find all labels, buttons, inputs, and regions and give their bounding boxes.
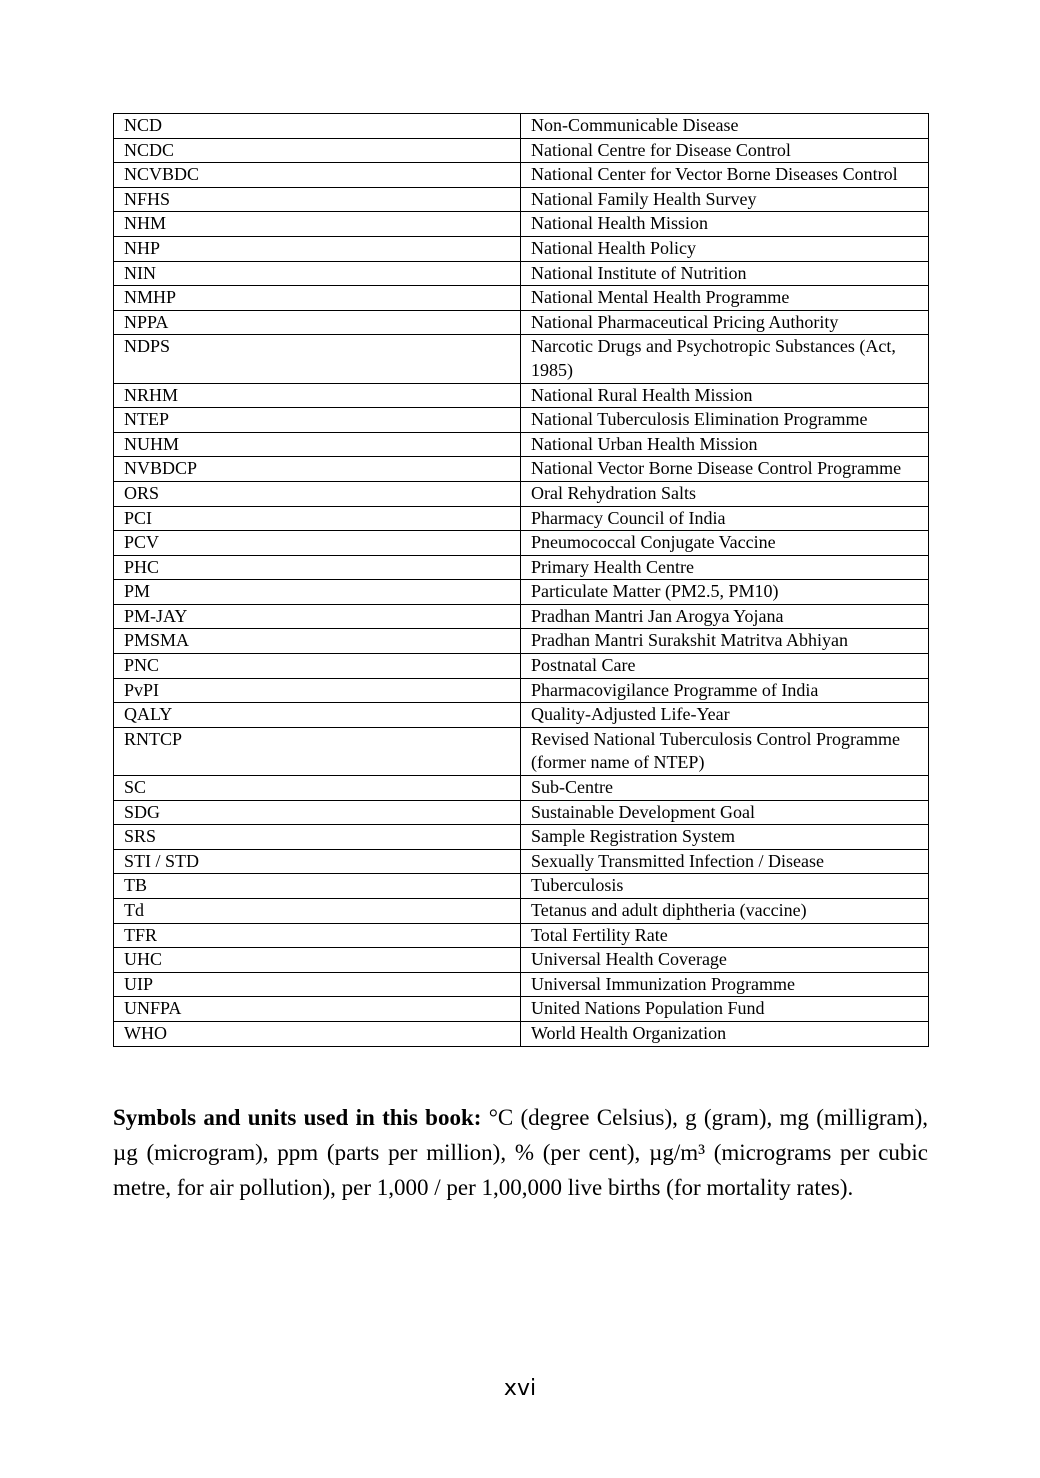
abbreviation-cell: QALY (114, 703, 521, 728)
full-form-cell: Tetanus and adult diphtheria (vaccine) (521, 899, 929, 924)
table-row (114, 899, 929, 924)
table-row (114, 678, 929, 703)
table-row (114, 874, 929, 899)
full-form-cell: National Rural Health Mission (521, 383, 929, 408)
full-form-cell: National Mental Health Programme (521, 286, 929, 311)
table-row (114, 408, 929, 433)
full-form-cell: Pharmacovigilance Programme of India (521, 678, 929, 703)
table-row (114, 310, 929, 335)
table-row (114, 727, 929, 775)
full-form-cell: Total Fertility Rate (521, 923, 929, 948)
table-row (114, 114, 929, 139)
full-form-cell: Pradhan Mantri Surakshit Matritva Abhiyan (521, 629, 929, 654)
table-row (114, 800, 929, 825)
full-form-cell: Universal Health Coverage (521, 948, 929, 973)
full-form-cell: Pharmacy Council of India (521, 506, 929, 531)
abbreviation-cell: RNTCP (114, 727, 521, 775)
full-form-cell: National Institute of Nutrition (521, 261, 929, 286)
full-form-cell: Revised National Tuberculosis Control Programme (former name of NTEP) (521, 727, 929, 775)
abbreviation-cell: NVBDCP (114, 457, 521, 482)
abbreviation-cell: UNFPA (114, 997, 521, 1022)
table-row (114, 187, 929, 212)
table-row (114, 531, 929, 556)
abbreviation-cell: NUHM (114, 432, 521, 457)
abbreviation-cell: NDPS (114, 335, 521, 383)
table-row (114, 335, 929, 383)
abbreviation-cell: PCI (114, 506, 521, 531)
table-row (114, 654, 929, 679)
abbreviation-cell: NHM (114, 212, 521, 237)
table-row (114, 286, 929, 311)
table-row (114, 629, 929, 654)
table-row (114, 776, 929, 801)
full-form-cell: Primary Health Centre (521, 555, 929, 580)
table-row (114, 555, 929, 580)
abbreviation-cell: NRHM (114, 383, 521, 408)
full-form-cell: Tuberculosis (521, 874, 929, 899)
abbreviation-cell: WHO (114, 1021, 521, 1046)
table-row (114, 163, 929, 188)
table-row (114, 580, 929, 605)
abbreviation-cell: PvPI (114, 678, 521, 703)
abbreviation-cell: NPPA (114, 310, 521, 335)
table-row (114, 948, 929, 973)
abbreviation-cell: PM (114, 580, 521, 605)
full-form-cell: National Centre for Disease Control (521, 138, 929, 163)
abbreviation-cell: NFHS (114, 187, 521, 212)
table-row (114, 432, 929, 457)
full-form-cell: Oral Rehydration Salts (521, 481, 929, 506)
full-form-cell: World Health Organization (521, 1021, 929, 1046)
full-form-cell: Particulate Matter (PM2.5, PM10) (521, 580, 929, 605)
symbols-units-paragraph (113, 1100, 928, 1205)
table-row (114, 604, 929, 629)
full-form-cell: National Urban Health Mission (521, 432, 929, 457)
abbreviation-cell: Td (114, 899, 521, 924)
full-form-cell: Sustainable Development Goal (521, 800, 929, 825)
abbreviation-cell: NHP (114, 236, 521, 261)
full-form-cell: National Pharmaceutical Pricing Authority (521, 310, 929, 335)
table-row (114, 212, 929, 237)
abbreviation-cell: SC (114, 776, 521, 801)
full-form-cell: Non-Communicable Disease (521, 114, 929, 139)
page-number: xvi (503, 1376, 537, 1401)
abbreviation-cell: PNC (114, 654, 521, 679)
table-row (114, 236, 929, 261)
full-form-cell: Quality-Adjusted Life-Year (521, 703, 929, 728)
abbreviation-cell: NIN (114, 261, 521, 286)
abbreviation-cell: NTEP (114, 408, 521, 433)
abbreviation-cell: TB (114, 874, 521, 899)
table-row (114, 997, 929, 1022)
table-row (114, 972, 929, 997)
table-row (114, 825, 929, 850)
table-row (114, 481, 929, 506)
table-row (114, 383, 929, 408)
full-form-cell: Pradhan Mantri Jan Arogya Yojana (521, 604, 929, 629)
table-row (114, 703, 929, 728)
full-form-cell: Sample Registration System (521, 825, 929, 850)
abbreviation-cell: PHC (114, 555, 521, 580)
table-row (114, 923, 929, 948)
abbreviation-cell: PMSMA (114, 629, 521, 654)
full-form-cell: National Health Mission (521, 212, 929, 237)
table-row (114, 138, 929, 163)
full-form-cell: National Tuberculosis Elimination Programme (521, 408, 929, 433)
full-form-cell: National Health Policy (521, 236, 929, 261)
table-row (114, 1021, 929, 1046)
abbreviation-cell: NMHP (114, 286, 521, 311)
full-form-cell: Postnatal Care (521, 654, 929, 679)
abbreviation-cell: NCDC (114, 138, 521, 163)
table-row (114, 261, 929, 286)
abbreviation-cell: NCVBDC (114, 163, 521, 188)
abbreviation-cell: PM-JAY (114, 604, 521, 629)
table-row (114, 457, 929, 482)
abbreviation-cell: UIP (114, 972, 521, 997)
symbols-heading: Symbols and units used in this book: (113, 1105, 482, 1130)
full-form-cell: Sub-Centre (521, 776, 929, 801)
full-form-cell: Pneumococcal Conjugate Vaccine (521, 531, 929, 556)
abbreviation-cell: TFR (114, 923, 521, 948)
full-form-cell: Universal Immunization Programme (521, 972, 929, 997)
abbreviation-cell: STI / STD (114, 849, 521, 874)
abbreviation-cell: UHC (114, 948, 521, 973)
full-form-cell: National Center for Vector Borne Diseases Control (521, 163, 929, 188)
abbreviation-cell: SRS (114, 825, 521, 850)
abbreviation-cell: PCV (114, 531, 521, 556)
table-row (114, 506, 929, 531)
abbreviation-cell: NCD (114, 114, 521, 139)
full-form-cell: National Vector Borne Disease Control Programme (521, 457, 929, 482)
abbreviations-table (113, 113, 929, 1047)
abbreviation-cell: SDG (114, 800, 521, 825)
full-form-cell: Narcotic Drugs and Psychotropic Substances (Act, 1985) (521, 335, 929, 383)
abbreviation-cell: ORS (114, 481, 521, 506)
full-form-cell: National Family Health Survey (521, 187, 929, 212)
full-form-cell: Sexually Transmitted Infection / Disease (521, 849, 929, 874)
table-row (114, 849, 929, 874)
symbols-text: °C (degree Celsius), g (gram), mg (milligram), µg (microgram), ppm (parts per million), % (per cent), µg/m³ (micrograms per cubic metre, for air pollution), per 1,000 / per 1,00,000 live births (for mortality rates). (113, 1105, 928, 1200)
full-form-cell: United Nations Population Fund (521, 997, 929, 1022)
abbreviations-table-body (114, 114, 929, 1047)
